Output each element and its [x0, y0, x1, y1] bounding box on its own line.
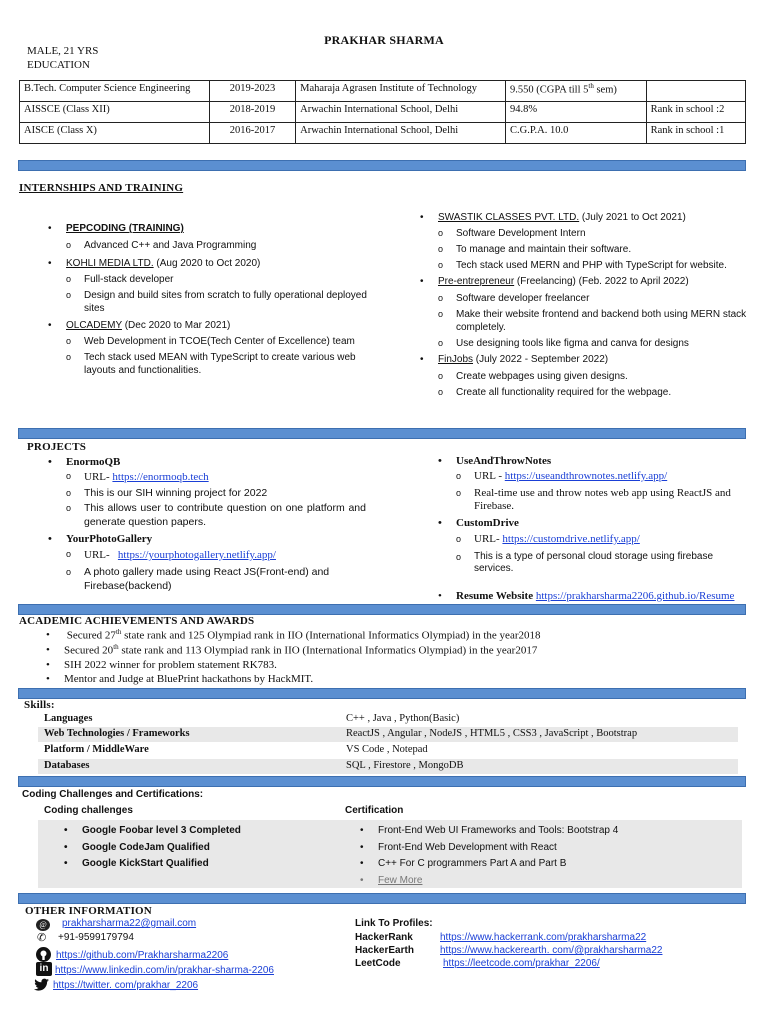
- skill-value: ReactJS , Angular , NodeJS , HTML5 , CSS3 , JavaScript , Bootstrap: [346, 728, 638, 739]
- list-item: o Full-stack developer: [84, 273, 386, 286]
- edu-school: Arwachin International School, Delhi: [296, 102, 506, 123]
- edu-rank: [646, 81, 745, 102]
- table-row: [38, 712, 738, 727]
- project-link[interactable]: https://enormoqb.tech: [112, 471, 209, 484]
- profile-name: LeetCode: [355, 958, 401, 969]
- internships-left: [66, 222, 386, 377]
- list-item: [378, 873, 618, 890]
- section-divider: [18, 688, 746, 699]
- profiles-heading: Link To Profiles:: [355, 918, 433, 929]
- edu-school: Maharaja Agrasen Institute of Technology: [296, 81, 506, 102]
- projects-heading: PROJECTS: [27, 441, 87, 453]
- projects-right: [456, 455, 756, 603]
- phone-icon: ✆: [37, 932, 47, 944]
- edu-rank: Rank in school :2: [646, 102, 745, 123]
- personal-meta: MALE, 21 YRS: [27, 45, 99, 57]
- project-link[interactable]: https://customdrive.netlify.app/: [502, 532, 640, 545]
- url-label: URL-: [474, 532, 503, 545]
- edu-degree: B.Tech. Computer Science Engineering: [20, 81, 210, 102]
- list-item: • Google CodeJam Qualified: [82, 840, 241, 857]
- intern-dates: (July 2021 to Oct 2021): [579, 212, 686, 223]
- section-divider: [18, 776, 746, 787]
- list-item: • Google Foobar level 3 Completed: [82, 823, 241, 840]
- list-item: [84, 470, 366, 484]
- intern-company: FinJobs: [438, 354, 474, 365]
- list-item: o A photo gallery made using React JS(Front-end) and Firebase(backend): [84, 566, 366, 593]
- section-divider: [18, 893, 746, 904]
- profile-link-leetcode[interactable]: https://leetcode.com/prakhar_2206/: [443, 958, 600, 969]
- project-name: • YourPhotoGallery: [66, 532, 366, 546]
- awards-heading: ACADEMIC ACHIEVEMENTS AND AWARDS: [19, 615, 255, 627]
- education-heading: EDUCATION: [27, 59, 90, 71]
- internships-heading: INTERNSHIPS AND TRAINING: [19, 182, 184, 194]
- project-link[interactable]: https://useandthrownotes.netlify.app/: [504, 469, 668, 482]
- list-item: o Web Development in TCOE(Tech Center of Excellence) team: [84, 335, 386, 348]
- profile-link-hackerrank[interactable]: https://www.hackerrank.com/prakharsharma22: [440, 932, 647, 943]
- projects-left: [66, 455, 366, 593]
- edu-years: 2018-2019: [209, 102, 295, 123]
- edu-years: 2019-2023: [209, 81, 295, 102]
- intern-dates: (Dec 2020 to Mar 2021): [121, 320, 231, 331]
- skill-value: SQL , Firestore , MongoDB: [346, 760, 464, 771]
- list-item: o Software developer freelancer: [456, 292, 748, 305]
- profile-name: HackerEarth: [355, 945, 414, 956]
- edu-years: 2016-2017: [209, 123, 295, 144]
- edu-degree: AISCE (Class X): [20, 123, 210, 144]
- email-link[interactable]: prakharsharma22@gmail.com: [62, 918, 197, 929]
- list-item: o Advanced C++ and Java Programming: [84, 239, 386, 252]
- table-row: [20, 81, 746, 102]
- section-divider: [18, 604, 746, 615]
- table-row: [38, 727, 738, 742]
- project-link[interactable]: https://yourphotogallery.netlify.app/: [117, 548, 276, 561]
- list-item: o Tech stack used MERN and PHP with TypeScript for website.: [456, 259, 748, 272]
- skill-value: C++ , Java , Python(Basic): [346, 713, 460, 724]
- skills-heading: Skills:: [24, 699, 55, 711]
- intern-company: SWASTIK CLASSES PVT. LTD.: [438, 212, 580, 223]
- url-label: URL -: [474, 469, 505, 482]
- list-item: • Front-End Web Development with React: [378, 840, 618, 857]
- table-row: [38, 743, 738, 758]
- edu-score: 94.8%: [505, 102, 646, 123]
- list-item: o Make their website frontend and backend both using MERN stack completely.: [456, 308, 748, 334]
- page-title: PRAKHAR SHARMA: [324, 33, 444, 47]
- skill-value: VS Code , Notepad: [346, 744, 428, 755]
- table-row: [20, 102, 746, 123]
- list-item: • SIH 2022 winner for problem statement RK783.: [64, 658, 744, 672]
- section-divider: [18, 160, 746, 171]
- list-item: • Secured 20th state rank and 113 Olympiad rank in IIO (International Informatics Olympiad) in the year2017: [64, 643, 744, 658]
- url-label: URL-: [84, 548, 113, 561]
- awards-list: [64, 628, 744, 687]
- list-item: o Real-time use and throw notes web app using ReactJS and Firebase.: [474, 487, 754, 515]
- coding-right-list: [378, 823, 618, 889]
- github-link[interactable]: https://github.com/Prakharsharma2206: [56, 950, 229, 961]
- list-item: [438, 353, 748, 366]
- edu-school: Arwachin International School, Delhi: [296, 123, 506, 144]
- list-item: • Front-End Web UI Frameworks and Tools: Bootstrap 4: [378, 823, 618, 840]
- education-table: [19, 80, 746, 144]
- few-more-link[interactable]: Few More: [378, 874, 423, 886]
- list-item: • C++ For C programmers Part A and Part B: [378, 856, 618, 873]
- edu-rank: Rank in school :1: [646, 123, 745, 144]
- section-divider: [18, 428, 746, 439]
- coding-left-list: [82, 823, 241, 873]
- github-icon: [36, 947, 51, 962]
- coding-left-title: Coding challenges: [44, 805, 133, 816]
- intern-dates: (Aug 2020 to Oct 2020): [153, 258, 261, 269]
- list-item: [66, 319, 386, 332]
- intern-dates: (Freelancing) (Feb. 2022 to April 2022): [514, 276, 689, 287]
- resume-label: Resume Website: [456, 589, 536, 602]
- intern-dates: (July 2022 - September 2022): [473, 354, 609, 365]
- twitter-link[interactable]: https://twitter. com/prakhar_2206: [53, 980, 199, 991]
- intern-company: KOHLI MEDIA LTD.: [66, 258, 154, 269]
- resume-link[interactable]: https://prakharsharma2206.github.io/Resume: [535, 589, 735, 602]
- skill-label: Languages: [44, 713, 93, 724]
- project-name: • UseAndThrowNotes: [456, 455, 756, 469]
- profile-link-hackerearth[interactable]: https://www.hackerearth. com/@prakharsharma22: [440, 945, 663, 956]
- internships-right: [438, 211, 748, 399]
- other-heading: OTHER INFORMATION: [25, 905, 152, 917]
- list-item: [438, 275, 748, 288]
- email-icon: @: [36, 919, 50, 931]
- intern-company: OLCADEMY: [66, 320, 122, 331]
- list-item: [438, 211, 748, 224]
- edu-degree: AISSCE (Class XII): [20, 102, 210, 123]
- list-item: o Tech stack used MEAN with TypeScript to create various web layouts and functionalities.: [84, 351, 386, 377]
- project-name: • EnormoQB: [66, 455, 366, 469]
- coding-heading: Coding Challenges and Certifications:: [22, 789, 204, 800]
- list-item: • Google KickStart Qualified: [82, 856, 241, 873]
- list-item: o To manage and maintain their software.: [456, 243, 748, 256]
- list-item: o Design and build sites from scratch to fully operational deployed sites: [84, 289, 386, 315]
- edu-score: C.G.P.A. 10.0: [505, 123, 646, 144]
- phone-number: +91-9599179794: [58, 932, 134, 943]
- list-item: [84, 548, 366, 562]
- list-item: [474, 533, 756, 547]
- list-item: o Use designing tools like figma and canva for designs: [456, 337, 748, 350]
- coding-right-title: Certification: [345, 805, 404, 816]
- twitter-icon: [34, 978, 50, 997]
- skill-label: Platform / MiddleWare: [44, 744, 149, 755]
- table-row: [38, 759, 738, 774]
- list-item: o Create all functionality required for the webpage.: [456, 386, 748, 399]
- project-name: • CustomDrive: [456, 517, 756, 531]
- list-item: [66, 222, 386, 235]
- list-item: [456, 590, 756, 604]
- list-item: o Create webpages using given designs.: [456, 370, 748, 383]
- list-item: • Mentor and Judge at BluePrint hackathons by HackMIT.: [64, 672, 744, 686]
- linkedin-icon: in: [36, 962, 52, 976]
- list-item: o This allows user to contribute question on one platform and generate question papers.: [84, 502, 366, 529]
- table-row: [20, 123, 746, 144]
- list-item: • Secured 27th state rank and 125 Olympiad rank in IIO (International Informatics Olympiad) in the year2018: [64, 628, 744, 643]
- linkedin-link[interactable]: https://www.linkedin.com/in/prakhar-sharma-2206: [55, 965, 274, 976]
- list-item: o This is a type of personal cloud storage using firebase services.: [474, 551, 754, 576]
- list-item: o This is our SIH winning project for 2022: [84, 487, 366, 501]
- list-item: [66, 257, 386, 270]
- intern-company: Pre-entrepreneur: [438, 276, 515, 287]
- intern-company: PEPCODING (TRAINING): [66, 223, 184, 234]
- edu-score: 9.550 (CGPA till 5th sem): [505, 81, 646, 102]
- list-item: o Software Development Intern: [456, 227, 748, 240]
- profile-name: HackerRank: [355, 932, 413, 943]
- list-item: [474, 470, 756, 484]
- skill-label: Databases: [44, 760, 90, 771]
- skill-label: Web Technologies / Frameworks: [44, 728, 190, 739]
- url-label: URL-: [84, 471, 113, 484]
